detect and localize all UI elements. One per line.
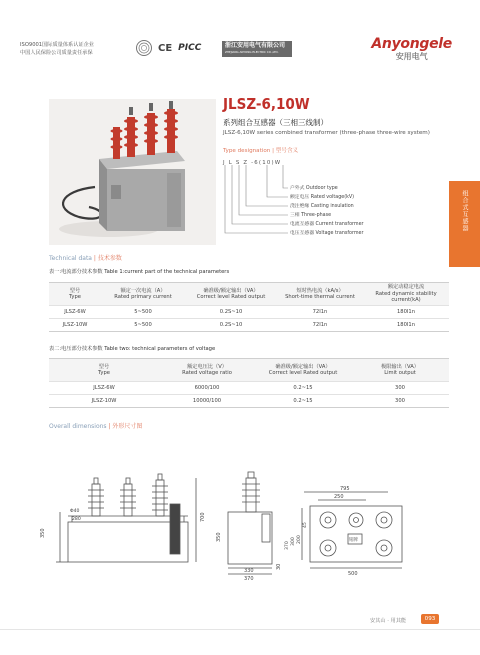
cert-line-2: 中国人民保险公司质量责任承保 — [20, 50, 93, 56]
overall-dimensions-heading-cn: 外形尺寸图 — [112, 423, 143, 430]
front-dim-700: 700 — [200, 512, 206, 522]
table-header-row — [49, 283, 449, 306]
table2-caption: 表二:电压部分技术参数 Table two: technical parameters of voltage — [49, 346, 216, 352]
company-name-en: ZHEJIANG ANYONG ELECTRIC CO.,LTD. — [225, 50, 279, 54]
table-cell: JLSZ-10W — [49, 319, 101, 332]
table-cell: 72I1n — [277, 306, 363, 319]
top-dim-795: 795 — [340, 486, 350, 492]
brand-name-en: Anyongele — [371, 36, 452, 52]
front-dim-350: 350 — [40, 528, 46, 538]
side-dim-350: 350 — [216, 532, 222, 542]
side-dim-370: 370 — [244, 576, 254, 582]
table-header-cell: 确准级/额定输出（VA） Correct level Rated output — [185, 283, 277, 306]
top-dim-370: 370 — [285, 541, 290, 550]
table1-caption: 表一:电流部分技术参数 Table 1:current part of the technical parameters — [49, 269, 230, 275]
company-name-bar — [222, 41, 292, 57]
dimension-drawings — [40, 472, 418, 582]
page-number: 093 — [421, 614, 439, 624]
designation-item: 电流互感器 Current transformer — [290, 222, 364, 227]
table-header-cell: 型号 Type — [49, 359, 159, 382]
designation-item: 三相 Three-phase — [290, 213, 332, 218]
table-cell: 0.2S~10 — [185, 319, 277, 332]
side-dim-330: 330 — [244, 568, 254, 574]
table-cell: JLSZ-10W — [49, 395, 159, 408]
top-dim-500: 500 — [348, 571, 358, 577]
table-header-row — [49, 359, 449, 382]
table-header-cell: 额定电压比（V） Rated voltage ratio — [159, 359, 255, 382]
table-header-cell: 额定动稳定电流 Rated dynamic stability current(kA) — [363, 283, 449, 306]
product-subtitle-cn: 系列组合互感器（三相三线制） — [223, 118, 328, 127]
table-row — [49, 319, 449, 332]
table-header-cell: 型号 Type — [49, 283, 101, 306]
brand-name-cn: 安用电气 — [395, 52, 428, 61]
ce-mark: CE — [158, 42, 173, 54]
designation-item: 电压互感器 Voltage transformer — [290, 231, 364, 236]
footer-divider — [0, 629, 480, 630]
top-dim-300: 300 — [291, 537, 296, 546]
brand-logo — [371, 36, 452, 62]
product-title: JLSZ-6,10W — [223, 95, 310, 113]
category-side-tab-label: 组合式互感器 — [461, 190, 468, 232]
company-name-cn: 浙江安用电气有限公司 — [225, 42, 286, 49]
top-dim-200: 200 — [297, 535, 302, 544]
table-row — [49, 382, 449, 395]
designation-item: 额定电压 Rated voltage(kV) — [290, 195, 355, 200]
technical-data-heading: Technical data | 技术参数 — [49, 255, 122, 262]
table-row — [49, 395, 449, 408]
table-cell: 0.2~15 — [255, 382, 351, 395]
type-designation-title: Type designation | 型号含义 — [223, 148, 299, 154]
overall-dimensions-heading-en: Overall dimensions — [49, 423, 107, 430]
side-view-drawing — [228, 472, 272, 574]
table-cell: JLSZ-6W — [49, 382, 159, 395]
cert-line-1: ISO9001国际质量体系认证企业 — [20, 42, 94, 48]
iso-seal-icon — [136, 40, 152, 56]
table-cell: 180I1n — [363, 306, 449, 319]
top-dim-45: 45 — [303, 522, 308, 528]
technical-data-heading-en: Technical data — [49, 255, 92, 262]
table-cell: 0.2~15 — [255, 395, 351, 408]
product-subtitle-en: JLSZ-6,10W series combined transformer (three-phase three-wire system) — [223, 130, 430, 136]
table-cell: 300 — [351, 382, 449, 395]
certification-logos — [136, 40, 201, 56]
top-view-drawing — [302, 492, 402, 568]
voltage-parameters-table — [49, 358, 449, 408]
table-cell: JLSZ-6W — [49, 306, 101, 319]
certification-text — [20, 41, 140, 57]
table-cell: 5~500 — [101, 306, 185, 319]
front-dim-phi40: Φ40 — [70, 509, 80, 514]
table-header-cell: 极限输出（VA） Limit output — [351, 359, 449, 382]
type-code: J L S Z -6(10)W — [223, 160, 282, 166]
technical-data-heading-cn: 技术参数 — [97, 255, 122, 262]
picc-logo: PICC — [178, 43, 202, 53]
overall-dimensions-heading: Overall dimensions | 外形尺寸图 — [49, 423, 143, 430]
product-photo — [49, 99, 216, 245]
table-row — [49, 306, 449, 319]
designation-item: 户外式 Outdoor type — [290, 186, 338, 191]
top-dim-250: 250 — [334, 494, 344, 500]
footer-slogan: 安其山 · 用其能 — [370, 618, 407, 624]
table-cell: 180I1n — [363, 319, 449, 332]
table-cell: 5~500 — [101, 319, 185, 332]
table-cell: 300 — [351, 395, 449, 408]
table-cell: 10000/100 — [159, 395, 255, 408]
table-header-cell: 额定一次电流（A） Rated primary current — [101, 283, 185, 306]
designation-item: 浇注绝缘 Casting insulation — [290, 204, 354, 209]
table-header-cell: 短时热电流（kA/s） Short-time thermal current — [277, 283, 363, 306]
nameplate-label: 铭牌 — [349, 538, 358, 543]
table-cell: 0.2S~10 — [185, 306, 277, 319]
current-parameters-table — [49, 282, 449, 332]
table-cell: 72I1n — [277, 319, 363, 332]
side-dim-30: 30 — [276, 563, 282, 570]
front-dim-280: 280 — [72, 517, 81, 522]
table-header-cell: 确准级/额定输出（VA） Correct level Rated output — [255, 359, 351, 382]
table-cell: 6000/100 — [159, 382, 255, 395]
